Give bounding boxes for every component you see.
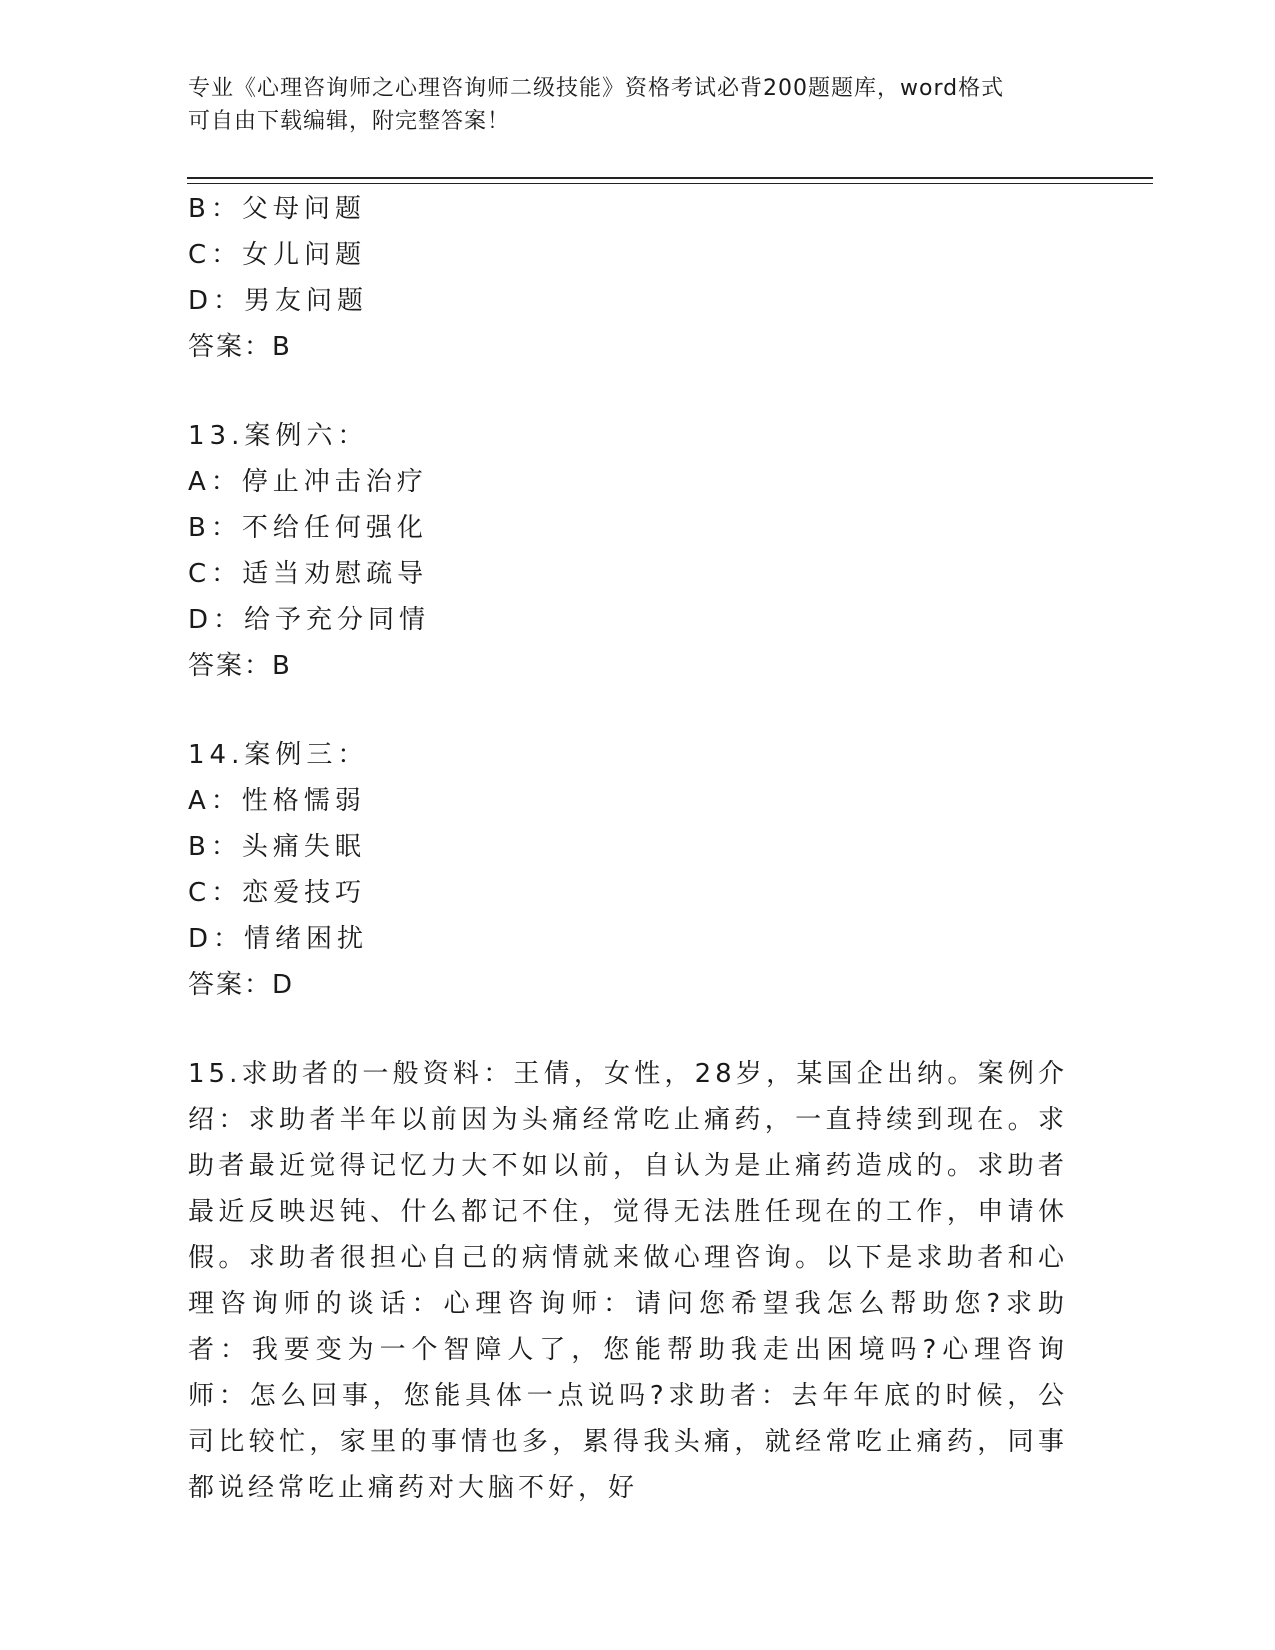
spacer xyxy=(188,1008,1088,1051)
spacer xyxy=(188,370,1088,413)
option-c: C：适当劝慰疏导 xyxy=(188,559,429,589)
question-14 xyxy=(188,732,1088,1008)
option-b: B：父母问题 xyxy=(188,194,366,224)
header-rule-thin xyxy=(187,183,1153,184)
answer-line: 答案：D xyxy=(188,970,295,1000)
spacer xyxy=(188,689,1088,732)
question-text: 15.求助者的一般资料：王倩，女性，28岁，某国企出纳。案例介绍：求助者半年以前因为头痛经常吃止痛药，一直持续到现在。求助者最近觉得记忆力大不如以前，自认为是止痛药造成的。求助者最近反映迟钝、什么都记不住，觉得无法胜任现在的工作，申请休假。求助者很担心自己的病情就来做心理咨询。以下是求助者和心理咨询师的谈话：心理咨询师：请问您希望我怎么帮助您?求助者：我要变为一个智障人了，您能帮助我走出困境吗?心理咨询师：怎么回事，您能具体一点说吗?求助者：去年年底的时候，公司比较忙，家里的事情也多，累得我头痛，就经常吃止痛药，同事都说经常吃止痛药对大脑不好，好 xyxy=(188,1059,1068,1503)
option-d: D：情绪困扰 xyxy=(188,924,369,954)
document-header xyxy=(188,72,1088,138)
question-list xyxy=(188,186,1088,1511)
option-c: C：恋爱技巧 xyxy=(188,878,367,908)
answer-line: 答案：B xyxy=(188,651,292,681)
option-d: D：给予充分同情 xyxy=(188,605,431,635)
header-rule-thick xyxy=(187,177,1153,179)
question-12 xyxy=(188,186,1088,370)
question-13 xyxy=(188,413,1088,689)
option-a: A：性格懦弱 xyxy=(188,786,366,816)
header-line-1: 专业《心理咨询师之心理咨询师二级技能》资格考试必背200题题库，word格式 xyxy=(188,76,1005,101)
question-title: 13.案例六： xyxy=(188,421,369,451)
question-title: 14.案例三： xyxy=(188,740,369,770)
header-line-2: 可自由下载编辑，附完整答案！ xyxy=(188,109,511,134)
option-b: B：头痛失眠 xyxy=(188,832,366,862)
option-d: D：男友问题 xyxy=(188,286,369,316)
option-b: B：不给任何强化 xyxy=(188,513,428,543)
answer-line: 答案：B xyxy=(188,332,292,362)
option-c: C：女儿问题 xyxy=(188,240,367,270)
option-a: A：停止冲击治疗 xyxy=(188,467,428,497)
question-15 xyxy=(188,1051,1088,1511)
